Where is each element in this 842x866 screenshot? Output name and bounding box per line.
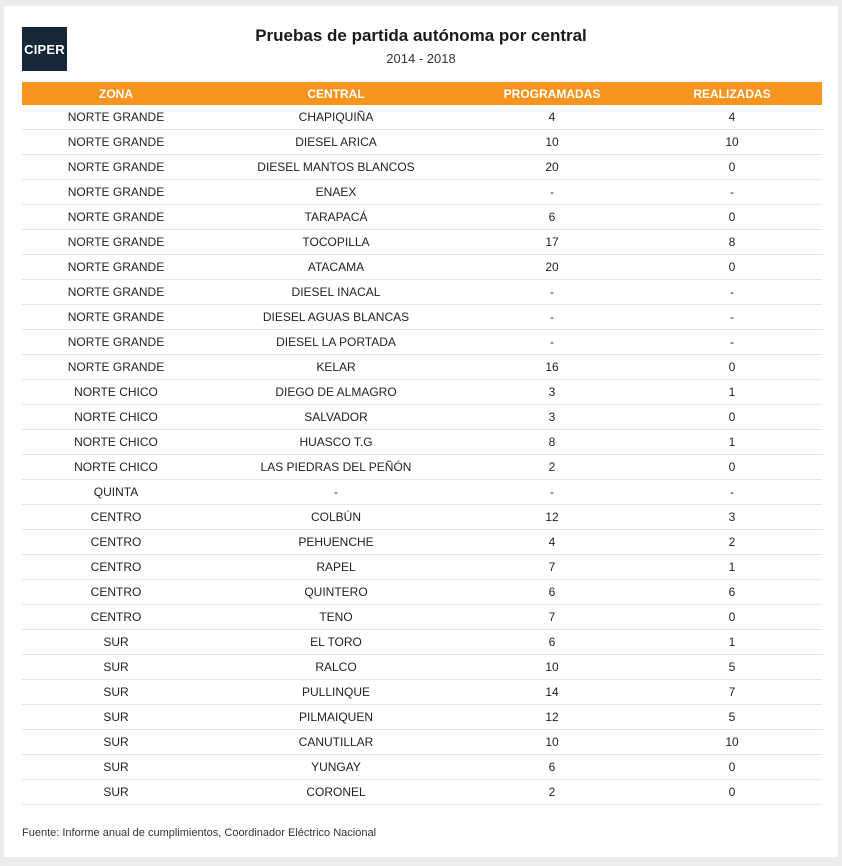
source-note: Fuente: Informe anual de cumplimientos, Coordinador Eléctrico Nacional — [22, 827, 377, 839]
cell-central: DIESEL LA PORTADA — [210, 330, 462, 355]
cell-programadas: 7 — [462, 605, 642, 630]
cell-programadas: 14 — [462, 680, 642, 705]
cell-zona: SUR — [22, 630, 210, 655]
cell-central: SALVADOR — [210, 405, 462, 430]
cell-realizadas: 0 — [642, 455, 822, 480]
cell-programadas: - — [462, 280, 642, 305]
cell-zona: SUR — [22, 730, 210, 755]
chart-card — [4, 6, 838, 857]
cell-zona: NORTE CHICO — [22, 380, 210, 405]
cell-realizadas: 10 — [642, 130, 822, 155]
table-row — [22, 180, 822, 205]
cell-zona: SUR — [22, 705, 210, 730]
cell-central: QUINTERO — [210, 580, 462, 605]
cell-realizadas: 6 — [642, 580, 822, 605]
cell-programadas: 10 — [462, 130, 642, 155]
table-row — [22, 380, 822, 405]
column-header-realizadas: REALIZADAS — [693, 86, 771, 101]
cell-programadas: 8 — [462, 430, 642, 455]
cell-realizadas: 1 — [642, 380, 822, 405]
cell-realizadas: - — [642, 480, 822, 505]
page-subtitle: 2014 - 2018 — [386, 51, 456, 66]
cell-realizadas: 0 — [642, 605, 822, 630]
cell-central: EL TORO — [210, 630, 462, 655]
cell-zona: NORTE CHICO — [22, 405, 210, 430]
cell-central: DIESEL INACAL — [210, 280, 462, 305]
cell-realizadas: 0 — [642, 255, 822, 280]
data-table — [22, 82, 822, 805]
cell-realizadas: 3 — [642, 505, 822, 530]
cell-zona: CENTRO — [22, 555, 210, 580]
table-row — [22, 305, 822, 330]
cell-central: CANUTILLAR — [210, 730, 462, 755]
table-row — [22, 530, 822, 555]
cell-realizadas: - — [642, 180, 822, 205]
table-row — [22, 780, 822, 805]
cell-zona: SUR — [22, 655, 210, 680]
cell-central: PILMAIQUEN — [210, 705, 462, 730]
cell-realizadas: 0 — [642, 205, 822, 230]
table-row — [22, 405, 822, 430]
cell-programadas: 16 — [462, 355, 642, 380]
cell-central: LAS PIEDRAS DEL PEÑÓN — [210, 455, 462, 480]
table-row — [22, 130, 822, 155]
cell-programadas: 6 — [462, 755, 642, 780]
table-row — [22, 605, 822, 630]
cell-central: TENO — [210, 605, 462, 630]
cell-central: ATACAMA — [210, 255, 462, 280]
cell-zona: NORTE GRANDE — [22, 280, 210, 305]
cell-central: PEHUENCHE — [210, 530, 462, 555]
table-row — [22, 655, 822, 680]
cell-zona: NORTE GRANDE — [22, 230, 210, 255]
cell-realizadas: 7 — [642, 680, 822, 705]
cell-realizadas: 0 — [642, 405, 822, 430]
cell-programadas: 20 — [462, 255, 642, 280]
table-row — [22, 730, 822, 755]
cell-realizadas: - — [642, 280, 822, 305]
table-row — [22, 755, 822, 780]
table-row — [22, 255, 822, 280]
cell-programadas: - — [462, 305, 642, 330]
cell-central: CORONEL — [210, 780, 462, 805]
table-row — [22, 155, 822, 180]
table-row — [22, 505, 822, 530]
cell-realizadas: 5 — [642, 705, 822, 730]
cell-central: HUASCO T.G — [210, 430, 462, 455]
cell-realizadas: 10 — [642, 730, 822, 755]
cell-central: DIESEL AGUAS BLANCAS — [210, 305, 462, 330]
cell-zona: NORTE GRANDE — [22, 155, 210, 180]
table-row — [22, 555, 822, 580]
cell-realizadas: 8 — [642, 230, 822, 255]
table-header-row — [22, 82, 822, 105]
cell-realizadas: 0 — [642, 755, 822, 780]
table-row — [22, 330, 822, 355]
cell-zona: NORTE GRANDE — [22, 105, 210, 130]
cell-realizadas: 0 — [642, 780, 822, 805]
cell-programadas: 4 — [462, 530, 642, 555]
cell-realizadas: 0 — [642, 355, 822, 380]
table-row — [22, 480, 822, 505]
cell-zona: CENTRO — [22, 505, 210, 530]
cell-central: COLBÚN — [210, 505, 462, 530]
column-header-zona: ZONA — [99, 86, 133, 101]
cell-central: TARAPACÁ — [210, 205, 462, 230]
table-row — [22, 205, 822, 230]
cell-central: TOCOPILLA — [210, 230, 462, 255]
table-row — [22, 355, 822, 380]
cell-programadas: 2 — [462, 455, 642, 480]
cell-programadas: 12 — [462, 505, 642, 530]
cell-zona: SUR — [22, 680, 210, 705]
cell-programadas: 7 — [462, 555, 642, 580]
cell-programadas: 17 — [462, 230, 642, 255]
cell-zona: CENTRO — [22, 530, 210, 555]
cell-central: YUNGAY — [210, 755, 462, 780]
table-row — [22, 455, 822, 480]
cell-central: KELAR — [210, 355, 462, 380]
cell-zona: NORTE CHICO — [22, 430, 210, 455]
cell-central: DIEGO DE ALMAGRO — [210, 380, 462, 405]
cell-realizadas: 1 — [642, 630, 822, 655]
cell-zona: NORTE GRANDE — [22, 130, 210, 155]
cell-programadas: 20 — [462, 155, 642, 180]
cell-central: CHAPIQUIÑA — [210, 105, 462, 130]
cell-realizadas: 0 — [642, 155, 822, 180]
cell-central: DIESEL ARICA — [210, 130, 462, 155]
cell-zona: NORTE GRANDE — [22, 255, 210, 280]
cell-programadas: 6 — [462, 580, 642, 605]
cell-programadas: - — [462, 180, 642, 205]
cell-zona: CENTRO — [22, 580, 210, 605]
cell-zona: QUINTA — [22, 480, 210, 505]
cell-realizadas: 2 — [642, 530, 822, 555]
cell-programadas: 10 — [462, 730, 642, 755]
table-row — [22, 230, 822, 255]
cell-realizadas: - — [642, 305, 822, 330]
cell-programadas: - — [462, 330, 642, 355]
column-header-programadas: PROGRAMADAS — [503, 86, 601, 101]
cell-zona: NORTE GRANDE — [22, 355, 210, 380]
cell-zona: SUR — [22, 755, 210, 780]
table-row — [22, 705, 822, 730]
cell-central: RALCO — [210, 655, 462, 680]
cell-central: PULLINQUE — [210, 680, 462, 705]
cell-realizadas: 1 — [642, 430, 822, 455]
cell-realizadas: 4 — [642, 105, 822, 130]
table-row — [22, 680, 822, 705]
cell-zona: NORTE GRANDE — [22, 305, 210, 330]
ciper-logo: CIPER — [22, 27, 67, 71]
cell-realizadas: - — [642, 330, 822, 355]
table-row — [22, 105, 822, 130]
cell-central: - — [210, 480, 462, 505]
cell-programadas: 6 — [462, 205, 642, 230]
page-title: Pruebas de partida autónoma por central — [255, 26, 587, 45]
cell-programadas: 4 — [462, 105, 642, 130]
cell-zona: SUR — [22, 780, 210, 805]
cell-programadas: 2 — [462, 780, 642, 805]
cell-zona: CENTRO — [22, 605, 210, 630]
table-row — [22, 630, 822, 655]
table-body — [22, 105, 822, 805]
cell-zona: NORTE GRANDE — [22, 330, 210, 355]
cell-central: ENAEX — [210, 180, 462, 205]
cell-zona: NORTE CHICO — [22, 455, 210, 480]
cell-zona: NORTE GRANDE — [22, 180, 210, 205]
cell-zona: NORTE GRANDE — [22, 205, 210, 230]
table-row — [22, 580, 822, 605]
cell-programadas: 3 — [462, 405, 642, 430]
cell-realizadas: 5 — [642, 655, 822, 680]
cell-central: DIESEL MANTOS BLANCOS — [210, 155, 462, 180]
cell-realizadas: 1 — [642, 555, 822, 580]
cell-central: RAPEL — [210, 555, 462, 580]
table-row — [22, 280, 822, 305]
cell-programadas: 12 — [462, 705, 642, 730]
cell-programadas: 6 — [462, 630, 642, 655]
table-row — [22, 430, 822, 455]
cell-programadas: 10 — [462, 655, 642, 680]
cell-programadas: - — [462, 480, 642, 505]
cell-programadas: 3 — [462, 380, 642, 405]
column-header-central: CENTRAL — [307, 86, 365, 101]
